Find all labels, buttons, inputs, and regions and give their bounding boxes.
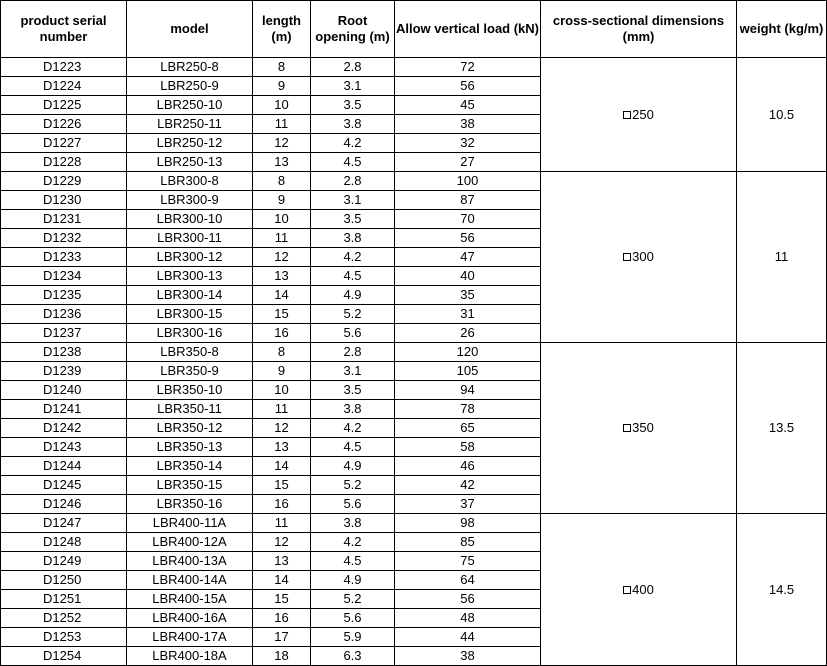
root-opening-cell: 4.5 xyxy=(311,552,395,571)
model-cell: LBR300-11 xyxy=(127,229,253,248)
table-row xyxy=(1,58,827,77)
serial-cell: D1254 xyxy=(1,647,127,666)
length-cell: 13 xyxy=(253,267,311,286)
serial-cell: D1228 xyxy=(1,153,127,172)
length-cell: 12 xyxy=(253,533,311,552)
square-icon xyxy=(623,424,631,432)
model-cell: LBR400-12A xyxy=(127,533,253,552)
header-vertical-load: Allow vertical load (kN) xyxy=(395,1,541,58)
load-cell: 56 xyxy=(395,590,541,609)
model-cell: LBR400-14A xyxy=(127,571,253,590)
load-cell: 44 xyxy=(395,628,541,647)
cross-section-value: 400 xyxy=(632,581,654,597)
weight-cell: 10.5 xyxy=(737,58,827,172)
header-model: model xyxy=(127,1,253,58)
length-cell: 18 xyxy=(253,647,311,666)
length-cell: 10 xyxy=(253,96,311,115)
serial-cell: D1235 xyxy=(1,286,127,305)
root-opening-cell: 5.6 xyxy=(311,609,395,628)
model-cell: LBR300-10 xyxy=(127,210,253,229)
root-opening-cell: 5.9 xyxy=(311,628,395,647)
model-cell: LBR250-12 xyxy=(127,134,253,153)
length-cell: 14 xyxy=(253,286,311,305)
root-opening-cell: 3.8 xyxy=(311,514,395,533)
load-cell: 78 xyxy=(395,400,541,419)
length-cell: 13 xyxy=(253,438,311,457)
square-icon xyxy=(623,111,631,119)
serial-cell: D1227 xyxy=(1,134,127,153)
weight-cell: 14.5 xyxy=(737,514,827,666)
root-opening-cell: 3.8 xyxy=(311,229,395,248)
header-row xyxy=(1,1,827,58)
serial-cell: D1231 xyxy=(1,210,127,229)
load-cell: 72 xyxy=(395,58,541,77)
table-row xyxy=(1,343,827,362)
root-opening-cell: 4.9 xyxy=(311,286,395,305)
cross-section-cell xyxy=(541,172,737,343)
length-cell: 11 xyxy=(253,115,311,134)
length-cell: 9 xyxy=(253,191,311,210)
root-opening-cell: 4.2 xyxy=(311,134,395,153)
length-cell: 15 xyxy=(253,590,311,609)
model-cell: LBR250-9 xyxy=(127,77,253,96)
model-cell: LBR400-11A xyxy=(127,514,253,533)
length-cell: 16 xyxy=(253,609,311,628)
serial-cell: D1245 xyxy=(1,476,127,495)
cross-section-value: 300 xyxy=(632,249,654,264)
load-cell: 47 xyxy=(395,248,541,267)
load-cell: 27 xyxy=(395,153,541,172)
length-cell: 13 xyxy=(253,552,311,571)
length-cell: 16 xyxy=(253,495,311,514)
root-opening-cell: 4.2 xyxy=(311,533,395,552)
serial-cell: D1251 xyxy=(1,590,127,609)
root-opening-cell: 5.6 xyxy=(311,324,395,343)
root-opening-cell: 3.1 xyxy=(311,362,395,381)
model-cell: LBR350-8 xyxy=(127,343,253,362)
load-cell: 75 xyxy=(395,552,541,571)
load-cell: 38 xyxy=(395,115,541,134)
model-cell: LBR350-9 xyxy=(127,362,253,381)
load-cell: 58 xyxy=(395,438,541,457)
load-cell: 70 xyxy=(395,210,541,229)
root-opening-cell: 5.2 xyxy=(311,305,395,324)
serial-cell: D1238 xyxy=(1,343,127,362)
serial-cell: D1242 xyxy=(1,419,127,438)
model-cell: LBR300-15 xyxy=(127,305,253,324)
root-opening-cell: 4.2 xyxy=(311,248,395,267)
model-cell: LBR300-8 xyxy=(127,172,253,191)
load-cell: 45 xyxy=(395,96,541,115)
load-cell: 46 xyxy=(395,457,541,476)
model-cell: LBR350-15 xyxy=(127,476,253,495)
header-cross-section: cross-sectional dimensions (mm) xyxy=(541,1,737,58)
header-serial: product serial number xyxy=(1,1,127,58)
model-cell: LBR250-13 xyxy=(127,153,253,172)
length-cell: 11 xyxy=(253,400,311,419)
cross-section-cell xyxy=(541,514,737,666)
serial-cell: D1224 xyxy=(1,77,127,96)
root-opening-cell: 5.2 xyxy=(311,476,395,495)
length-cell: 16 xyxy=(253,324,311,343)
serial-cell: D1250 xyxy=(1,571,127,590)
serial-cell: D1247 xyxy=(1,514,127,533)
load-cell: 100 xyxy=(395,172,541,191)
model-cell: LBR300-13 xyxy=(127,267,253,286)
root-opening-cell: 3.1 xyxy=(311,77,395,96)
length-cell: 8 xyxy=(253,172,311,191)
load-cell: 56 xyxy=(395,77,541,96)
root-opening-cell: 4.5 xyxy=(311,267,395,286)
serial-cell: D1246 xyxy=(1,495,127,514)
model-cell: LBR300-14 xyxy=(127,286,253,305)
load-cell: 56 xyxy=(395,229,541,248)
model-cell: LBR300-9 xyxy=(127,191,253,210)
serial-cell: D1239 xyxy=(1,362,127,381)
cross-section-value: 350 xyxy=(632,420,654,435)
root-opening-cell: 3.8 xyxy=(311,400,395,419)
weight-cell: 11 xyxy=(737,172,827,343)
serial-cell: D1243 xyxy=(1,438,127,457)
length-cell: 14 xyxy=(253,457,311,476)
serial-cell: D1253 xyxy=(1,628,127,647)
serial-cell: D1240 xyxy=(1,381,127,400)
model-cell: LBR350-14 xyxy=(127,457,253,476)
model-cell: LBR300-16 xyxy=(127,324,253,343)
model-cell: LBR400-15A xyxy=(127,590,253,609)
serial-cell: D1232 xyxy=(1,229,127,248)
serial-cell: D1241 xyxy=(1,400,127,419)
serial-cell: D1248 xyxy=(1,533,127,552)
load-cell: 120 xyxy=(395,343,541,362)
length-cell: 10 xyxy=(253,381,311,400)
load-cell: 37 xyxy=(395,495,541,514)
serial-cell: D1234 xyxy=(1,267,127,286)
table-row xyxy=(1,514,827,533)
length-cell: 11 xyxy=(253,514,311,533)
serial-cell: D1225 xyxy=(1,96,127,115)
root-opening-cell: 4.9 xyxy=(311,457,395,476)
length-cell: 9 xyxy=(253,362,311,381)
serial-cell: D1229 xyxy=(1,172,127,191)
length-cell: 8 xyxy=(253,58,311,77)
load-cell: 65 xyxy=(395,419,541,438)
length-cell: 15 xyxy=(253,305,311,324)
serial-cell: D1237 xyxy=(1,324,127,343)
model-cell: LBR400-17A xyxy=(127,628,253,647)
root-opening-cell: 3.8 xyxy=(311,115,395,134)
load-cell: 26 xyxy=(395,324,541,343)
length-cell: 15 xyxy=(253,476,311,495)
load-cell: 64 xyxy=(395,571,541,590)
root-opening-cell: 3.5 xyxy=(311,210,395,229)
load-cell: 32 xyxy=(395,134,541,153)
model-cell: LBR250-11 xyxy=(127,115,253,134)
load-cell: 98 xyxy=(395,514,541,533)
root-opening-cell: 4.5 xyxy=(311,438,395,457)
length-cell: 11 xyxy=(253,229,311,248)
model-cell: LBR350-16 xyxy=(127,495,253,514)
square-icon xyxy=(623,253,631,261)
length-cell: 9 xyxy=(253,77,311,96)
length-cell: 8 xyxy=(253,343,311,362)
header-root-opening: Root opening (m) xyxy=(311,1,395,58)
weight-cell: 13.5 xyxy=(737,343,827,514)
load-cell: 87 xyxy=(395,191,541,210)
cross-section-cell xyxy=(541,58,737,172)
serial-cell: D1252 xyxy=(1,609,127,628)
root-opening-cell: 6.3 xyxy=(311,647,395,666)
root-opening-cell: 3.5 xyxy=(311,96,395,115)
length-cell: 13 xyxy=(253,153,311,172)
load-cell: 94 xyxy=(395,381,541,400)
model-cell: LBR400-16A xyxy=(127,609,253,628)
model-cell: LBR350-11 xyxy=(127,400,253,419)
root-opening-cell: 4.2 xyxy=(311,419,395,438)
root-opening-cell: 5.6 xyxy=(311,495,395,514)
root-opening-cell: 2.8 xyxy=(311,58,395,77)
length-cell: 12 xyxy=(253,419,311,438)
square-icon xyxy=(623,586,631,594)
header-weight: weight (kg/m) xyxy=(737,1,827,58)
root-opening-cell: 5.2 xyxy=(311,590,395,609)
serial-cell: D1236 xyxy=(1,305,127,324)
serial-cell: D1233 xyxy=(1,248,127,267)
length-cell: 12 xyxy=(253,134,311,153)
length-cell: 10 xyxy=(253,210,311,229)
root-opening-cell: 3.1 xyxy=(311,191,395,210)
length-cell: 12 xyxy=(253,248,311,267)
root-opening-cell: 4.5 xyxy=(311,153,395,172)
model-cell: LBR350-13 xyxy=(127,438,253,457)
header-length: length (m) xyxy=(253,1,311,58)
load-cell: 31 xyxy=(395,305,541,324)
load-cell: 85 xyxy=(395,533,541,552)
model-cell: LBR400-13A xyxy=(127,552,253,571)
length-cell: 14 xyxy=(253,571,311,590)
table-body xyxy=(1,58,827,666)
model-cell: LBR250-8 xyxy=(127,58,253,77)
root-opening-cell: 3.5 xyxy=(311,381,395,400)
root-opening-cell: 2.8 xyxy=(311,172,395,191)
model-cell: LBR300-12 xyxy=(127,248,253,267)
root-opening-cell: 2.8 xyxy=(311,343,395,362)
load-cell: 38 xyxy=(395,647,541,666)
load-cell: 48 xyxy=(395,609,541,628)
model-cell: LBR350-12 xyxy=(127,419,253,438)
serial-cell: D1226 xyxy=(1,115,127,134)
serial-cell: D1249 xyxy=(1,552,127,571)
load-cell: 42 xyxy=(395,476,541,495)
cross-section-value: 250 xyxy=(632,106,654,122)
load-cell: 35 xyxy=(395,286,541,305)
load-cell: 40 xyxy=(395,267,541,286)
model-cell: LBR400-18A xyxy=(127,647,253,666)
model-cell: LBR350-10 xyxy=(127,381,253,400)
load-cell: 105 xyxy=(395,362,541,381)
serial-cell: D1230 xyxy=(1,191,127,210)
serial-cell: D1244 xyxy=(1,457,127,476)
table-row xyxy=(1,172,827,191)
serial-cell: D1223 xyxy=(1,58,127,77)
length-cell: 17 xyxy=(253,628,311,647)
model-cell: LBR250-10 xyxy=(127,96,253,115)
root-opening-cell: 4.9 xyxy=(311,571,395,590)
cross-section-cell xyxy=(541,343,737,514)
